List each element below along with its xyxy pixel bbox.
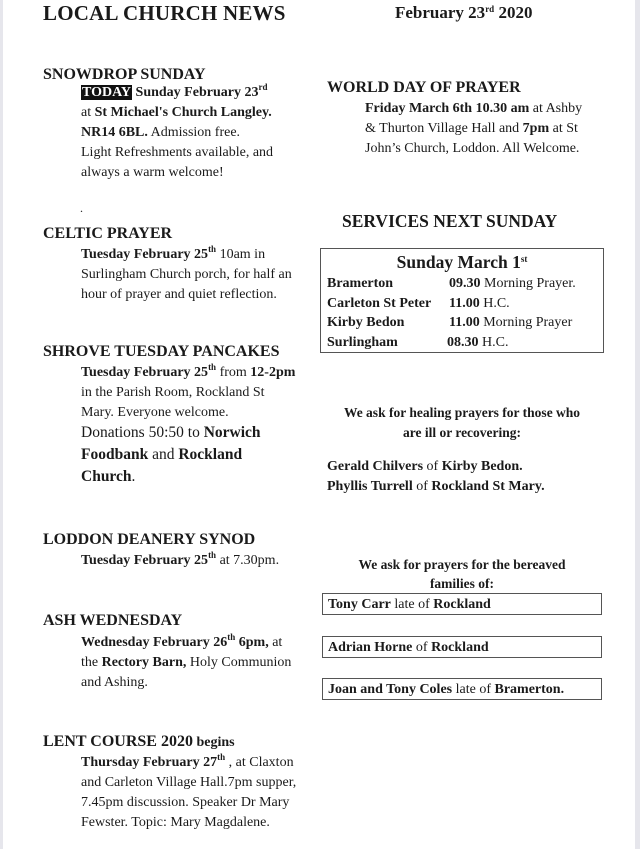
snowdrop-text: always a warm welcome! — [81, 165, 224, 180]
person-of: of — [412, 479, 432, 494]
service-place: Carleton St Peter — [327, 295, 432, 311]
lent-date: Thursday February 27 — [81, 755, 218, 770]
ash-the: the — [81, 655, 102, 670]
page-edge-left — [0, 0, 3, 849]
ash-text: and Ashing. — [81, 675, 148, 690]
bereaved-intro — [322, 555, 602, 593]
ash-date: Wednesday February 26 — [81, 635, 228, 650]
person-of: late of — [390, 597, 434, 612]
date-text: February 23 — [395, 3, 486, 22]
bereaved-line: We ask for prayers for the bereaved — [358, 557, 566, 572]
donations-period: . — [131, 468, 136, 485]
healing-person — [327, 477, 545, 497]
shrove-text: Mary. Everyone welcome. — [81, 405, 229, 420]
service-row — [327, 313, 603, 333]
service-time: 08.30 — [447, 334, 479, 350]
loddon-time: at 7.30pm. — [216, 553, 280, 568]
celtic-time: 10am in — [216, 247, 266, 262]
snowdrop-date: Sunday February 23 — [132, 85, 259, 100]
lent-text: Fewster. Topic: Mary Magdalene. — [81, 815, 270, 830]
donations-foodbank: Foodbank — [81, 446, 149, 463]
date-sup: rd — [485, 4, 495, 14]
person-place: Rockland — [433, 597, 491, 612]
lent-heading-main: LENT COURSE 2020 — [43, 733, 193, 750]
snowdrop-admission: Admission free. — [147, 125, 241, 140]
celtic-text: hour of prayer and quiet reflection. — [81, 287, 277, 302]
wdp-date: Friday March 6th 10.30 am — [365, 101, 530, 116]
page-title: LOCAL CHURCH NEWS — [43, 1, 286, 25]
donations-and: and — [148, 446, 179, 463]
service-row — [327, 274, 603, 294]
snowdrop-body — [81, 83, 321, 183]
lent-text: 7.45pm discussion. Speaker Dr Mary — [81, 795, 290, 810]
celtic-heading: CELTIC PRAYER — [43, 225, 173, 242]
services-list — [321, 274, 603, 352]
healing-line: We ask for healing prayers for those who — [343, 405, 581, 420]
lent-heading-begins: begins — [192, 735, 235, 750]
services-date: Sunday March 1 — [396, 252, 521, 272]
person-name: Adrian Horne — [328, 640, 413, 655]
lent-heading — [43, 733, 235, 751]
wdp-time: 7pm — [522, 121, 550, 136]
snowdrop-venue: St Michael's Church Langley. — [94, 105, 272, 120]
service-place: Bramerton — [327, 276, 394, 291]
loddon-body — [81, 551, 279, 571]
person-name: Tony Carr — [328, 597, 391, 612]
donations-church: Church — [81, 468, 132, 485]
donations-norwich: Norwich — [203, 424, 261, 441]
ash-date-sup: th — [227, 632, 236, 642]
ash-time: 6pm, — [235, 635, 269, 650]
service-place: Surlingham — [327, 334, 398, 350]
loddon-heading: LODDON DEANERY SYNOD — [43, 531, 256, 548]
lent-text: and Carleton Village Hall.7pm supper, — [81, 775, 297, 790]
person-place: Rockland — [431, 640, 489, 655]
snowdrop-postcode: NR14 6BL. — [81, 125, 148, 140]
wdp-text: John’s Church, Loddon. All Welcome. — [365, 141, 580, 156]
wdp-heading: WORLD DAY OF PRAYER — [327, 79, 521, 96]
person-place: Rockland St Mary. — [431, 479, 545, 494]
wdp-body — [365, 99, 615, 159]
service-type: Morning Prayer — [479, 315, 573, 330]
donations-text: Donations 50:50 to — [81, 424, 204, 441]
shrove-time: 12-2pm — [250, 365, 296, 380]
services-date-sup: st — [520, 254, 528, 264]
shrove-date: Tuesday February 25 — [81, 365, 209, 380]
healing-intro — [322, 403, 602, 443]
snowdrop-at: at — [81, 105, 95, 120]
donations-rockland: Rockland — [178, 446, 243, 463]
service-time: 11.00 — [449, 295, 480, 311]
ash-at: at — [268, 635, 283, 650]
today-badge: TODAY — [82, 85, 132, 100]
ash-body — [81, 633, 321, 693]
service-time: 11.00 — [449, 315, 480, 330]
snowdrop-date-sup: rd — [258, 82, 268, 92]
bereaved-line: families of: — [429, 576, 495, 591]
services-box — [320, 248, 604, 353]
service-type: H.C. — [478, 334, 509, 350]
person-name: Phyllis Turrell — [327, 479, 413, 494]
loddon-date: Tuesday February 25 — [81, 553, 209, 568]
ash-heading: ASH WEDNESDAY — [43, 612, 183, 629]
person-of: of — [423, 459, 442, 474]
services-box-title — [321, 250, 603, 274]
wdp-text: at St — [549, 121, 578, 136]
services-heading: SERVICES NEXT SUNDAY — [342, 211, 558, 231]
bereaved-box — [322, 593, 602, 615]
person-of: of — [412, 640, 432, 655]
service-time: 09.30 — [449, 276, 481, 291]
shrove-text: in the Parish Room, Rockland St — [81, 385, 265, 400]
celtic-body — [81, 245, 321, 305]
lent-text: , at Claxton — [225, 755, 294, 770]
issue-date — [395, 3, 532, 23]
person-of: late of — [452, 682, 495, 697]
service-row — [327, 333, 603, 353]
person-place: Kirby Bedon. — [441, 459, 523, 474]
celtic-text: Surlingham Church porch, for half an — [81, 267, 292, 282]
healing-line: are ill or recovering: — [402, 425, 522, 440]
service-type: H.C. — [479, 295, 510, 311]
healing-person — [327, 457, 545, 477]
person-place: Bramerton. — [494, 682, 565, 697]
wdp-text: at Ashby — [529, 101, 583, 116]
service-row — [327, 294, 603, 314]
person-name: Gerald Chilvers — [327, 459, 424, 474]
bereaved-box — [322, 678, 602, 700]
lent-body — [81, 753, 321, 833]
shrove-from: from — [216, 365, 251, 380]
ash-venue: Rectory Barn, — [101, 655, 187, 670]
celtic-date: Tuesday February 25 — [81, 247, 209, 262]
date-year: 2020 — [494, 3, 533, 22]
service-place: Kirby Bedon — [327, 315, 405, 330]
snowdrop-text: Light Refreshments available, and — [81, 145, 274, 160]
bereaved-box — [322, 636, 602, 658]
loddon-date-sup: th — [208, 550, 217, 560]
healing-list — [327, 457, 545, 497]
snowdrop-heading: SNOWDROP SUNDAY — [43, 66, 206, 83]
service-type: Morning Prayer. — [480, 276, 576, 291]
shrove-date-sup: th — [208, 362, 217, 372]
ash-text: Holy Communion — [186, 655, 292, 670]
celtic-date-sup: th — [208, 244, 217, 254]
shrove-body — [81, 363, 321, 423]
scrollbar-track[interactable] — [635, 0, 640, 849]
wdp-text: & Thurton Village Hall and — [365, 121, 523, 136]
person-name: Joan and Tony Coles — [328, 682, 453, 697]
stray-dot: . — [80, 201, 83, 215]
shrove-heading: SHROVE TUESDAY PANCAKES — [43, 343, 280, 360]
shrove-donations — [81, 422, 321, 488]
lent-date-sup: th — [217, 752, 226, 762]
